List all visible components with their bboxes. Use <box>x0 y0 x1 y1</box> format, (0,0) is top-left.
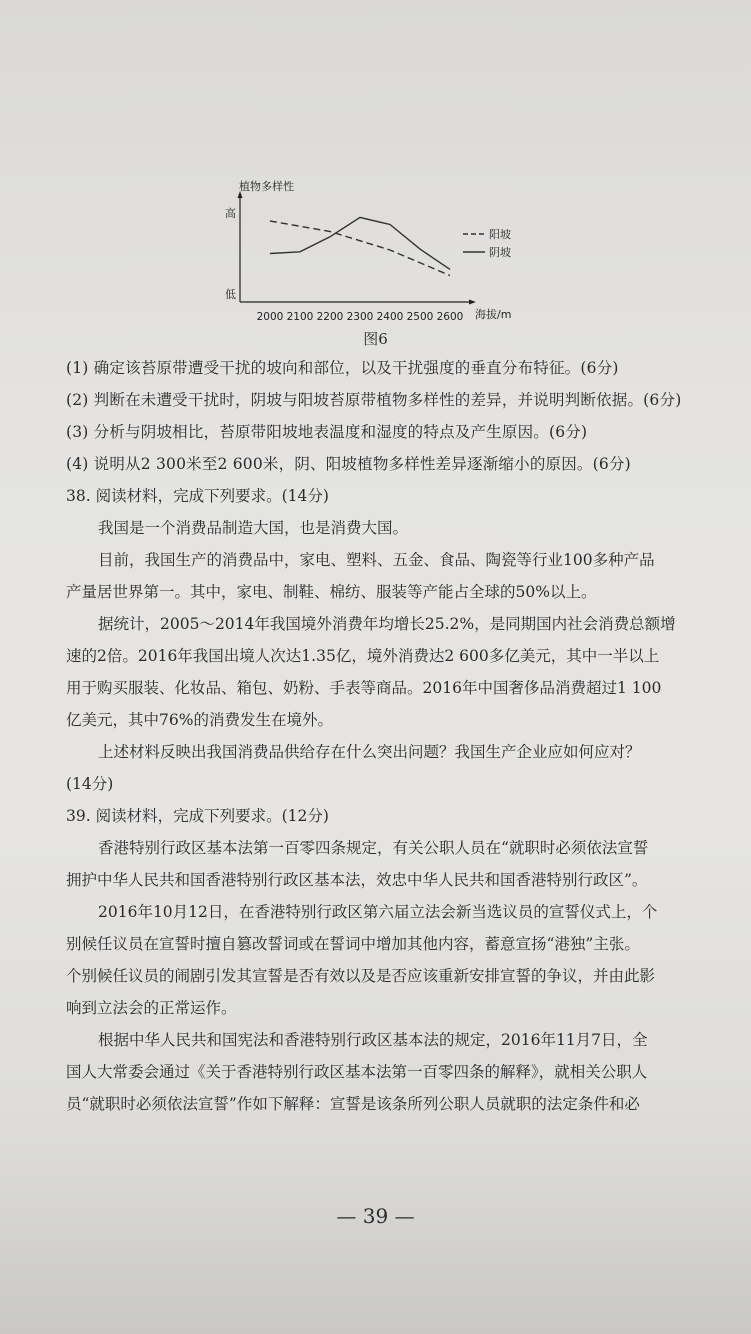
paragraph-line: 香港特别行政区基本法第一百零四条规定，有关公职人员在“就职时必须依法宣誓 <box>98 839 649 857</box>
question-39-paragraph-1 <box>66 838 738 890</box>
paragraph-line: 国人大常委会通过《关于香港特别行政区基本法第一百零四条的解释》，就相关公职人 <box>66 1063 648 1081</box>
x-tick-label: 2400 <box>376 311 404 323</box>
paragraph-line: 响到立法会的正常运作。 <box>66 999 237 1017</box>
x-tick-label: 2200 <box>316 311 344 323</box>
paragraph-line: 我国是一个消费品制造大国，也是消费大国。 <box>98 519 409 537</box>
x-tick-labels <box>257 311 464 323</box>
paragraph-line: 产量居世界第一。其中，家电、制鞋、棉纺、服装等产能占全球的50%以上。 <box>66 583 597 601</box>
chart-xlabel: 海拔/m <box>475 308 512 321</box>
diversity-chart <box>225 176 525 326</box>
paragraph-line: 用于购买服装、化妆品、箱包、奶粉、手表等商品。2016年中国奢侈品消费超过1 100 <box>66 679 662 697</box>
paragraph-line: 亿美元，其中76%的消费发生在境外。 <box>66 711 333 729</box>
paragraph-line: 拥护中华人民共和国香港特别行政区基本法，效忠中华人民共和国香港特别行政区”。 <box>66 871 648 889</box>
paragraph-line: 员“就职时必须依法宣誓”作如下解释：宣誓是该条所列公职人员就职的法定条件和必 <box>66 1095 640 1113</box>
x-tick-label: 2500 <box>406 311 434 323</box>
x-tick-label: 2100 <box>286 311 314 323</box>
question-38-paragraph-2 <box>66 550 738 602</box>
question-38-heading: 38. 阅读材料，完成下列要求。(14分) <box>66 487 329 505</box>
figure-caption: 图6 <box>363 330 388 348</box>
legend-label-shady: 阴坡 <box>489 246 511 259</box>
paragraph-line: 个别候任议员的闹剧引发其宣誓是否有效以及是否应该重新安排宣誓的争议，并由此影 <box>66 967 656 985</box>
x-tick-label: 2600 <box>436 311 464 323</box>
series-line-sunny-slope <box>270 221 450 276</box>
legend-label-sunny: 阳坡 <box>489 228 511 241</box>
paragraph-line: 别候任议员在宣誓时擅自篡改誓词或在誓词中增加其他内容，蓄意宣扬“港独”主张。 <box>66 935 640 953</box>
question-38-paragraph-1 <box>66 518 738 538</box>
question-37-2: (2) 判断在未遭受干扰时，阴坡与阳坡苔原带植物多样性的差异，并说明判断依据。(6分) <box>66 391 682 409</box>
chart-ylabel: 植物多样性 <box>239 180 294 193</box>
question-39-paragraph-3 <box>66 1030 738 1114</box>
question-39-paragraph-2 <box>66 902 738 1018</box>
paragraph-line: 2016年10月12日，在香港特别行政区第六届立法会新当选议员的宣誓仪式上，个 <box>98 903 658 921</box>
question-38-paragraph-4 <box>66 742 738 794</box>
page-number: — 39 — <box>336 1204 415 1228</box>
paragraph-line: 上述材料反映出我国消费品供给存在什么突出问题？我国生产企业应如何应对？ <box>98 743 641 761</box>
paragraph-line: 目前，我国生产的消费品中，家电、塑料、五金、食品、陶瓷等行业100多种产品 <box>98 551 655 569</box>
paragraph-line: (14分) <box>66 775 114 793</box>
question-37-3: (3) 分析与阴坡相比，苔原带阳坡地表温度和湿度的特点及产生原因。(6分) <box>66 423 588 441</box>
x-tick-label: 2000 <box>256 311 284 323</box>
question-39-heading: 39. 阅读材料，完成下列要求。(12分) <box>66 807 329 825</box>
paragraph-line: 速的2倍。2016年我国出境人次达1.35亿，境外消费达2 600多亿美元，其中一半以上 <box>66 647 660 665</box>
question-38-paragraph-3 <box>66 614 738 730</box>
question-37-1: (1) 确定该苔原带遭受干扰的坡向和部位，以及干扰强度的垂直分布特征。(6分) <box>66 359 619 377</box>
paragraph-line: 根据中华人民共和国宪法和香港特别行政区基本法的规定，2016年11月7日，全 <box>98 1031 648 1049</box>
y-tick-low: 低 <box>225 288 236 301</box>
question-37-4: (4) 说明从2 300米至2 600米，阴、阳坡植物多样性差异逐渐缩小的原因。(6分) <box>66 455 631 473</box>
paragraph-line: 据统计，2005～2014年我国境外消费年均增长25.2%，是同期国内社会消费总额增 <box>98 615 676 633</box>
question-text <box>66 358 738 1126</box>
x-axis-arrow <box>469 300 476 305</box>
x-tick-label: 2300 <box>346 311 374 323</box>
y-tick-high: 高 <box>225 207 236 220</box>
